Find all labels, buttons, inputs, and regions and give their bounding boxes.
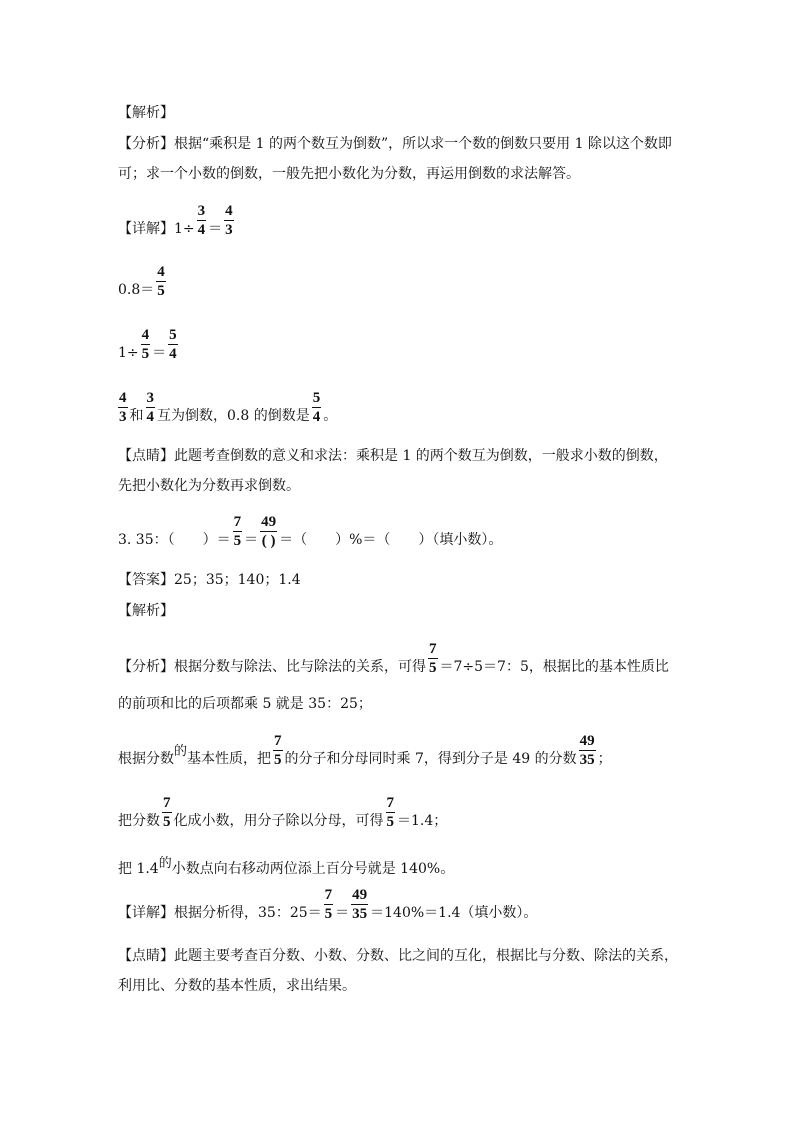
analysis-header: 【解析】 <box>118 105 174 121</box>
numerator: 4 <box>157 264 165 280</box>
text: 的 <box>174 744 188 759</box>
fenxi-line-2: 的前项和比的后项都乘 5 就是 35：25； <box>118 696 372 712</box>
denominator: 35 <box>579 752 595 768</box>
numerator: 49 <box>579 733 595 749</box>
analysis-header-2: 【解析】 <box>118 603 174 619</box>
detail-q3 <box>118 886 537 923</box>
question-3 <box>118 513 502 550</box>
fenxi-line-4 <box>118 794 447 831</box>
denominator: 5 <box>429 660 437 676</box>
denominator: 5 <box>157 283 165 299</box>
fraction <box>312 389 322 426</box>
fraction <box>260 513 277 550</box>
text: 1÷ <box>118 345 139 361</box>
fraction <box>118 389 128 426</box>
denominator: 35 <box>352 906 368 922</box>
denominator: 3 <box>119 409 127 425</box>
denominator: 5 <box>274 752 282 768</box>
text: 的分子和分母同时乘 7，得到分子是 49 的分数 <box>284 751 577 767</box>
denominator: 4 <box>146 409 154 425</box>
fraction <box>141 326 151 363</box>
denominator: 5 <box>233 533 242 549</box>
denominator: 5 <box>324 906 333 922</box>
fraction <box>197 202 207 239</box>
text: ＝140%＝1.4（填小数）。 <box>370 905 538 921</box>
text: 和 <box>129 408 144 424</box>
fraction <box>273 732 283 769</box>
fraction <box>579 732 596 769</box>
answer: 【答案】25；35；140；1.4 <box>118 572 301 588</box>
equals: ＝ <box>335 905 350 921</box>
fraction <box>324 886 334 923</box>
numerator: 4 <box>141 327 150 343</box>
dianjing-q3-1: 【点睛】此题主要考查百分数、小数、分数、比之间的互化，根据比与分数、除法的关系， <box>118 948 678 964</box>
fraction <box>146 389 156 426</box>
fraction <box>428 640 438 677</box>
text: 根据分数 <box>118 751 174 767</box>
detail-line-1 <box>118 202 236 239</box>
detail-line-4 <box>118 389 337 426</box>
text: 把分数 <box>118 813 160 829</box>
numerator: 3 <box>197 203 206 219</box>
text: 把 1.4 <box>118 861 159 877</box>
fraction <box>168 326 178 363</box>
denominator: 4 <box>197 222 206 238</box>
numerator: 7 <box>429 641 437 657</box>
numerator: 3 <box>146 390 154 406</box>
numerator: 5 <box>169 327 177 343</box>
numerator: 7 <box>233 514 242 530</box>
detail-line-2 <box>118 263 168 300</box>
text: 化成小数，用分子除以分母，可得 <box>173 813 384 829</box>
equals: ＝ <box>244 532 259 548</box>
denominator: 5 <box>163 814 171 830</box>
text: 【详解】根据分析得，35：25＝ <box>118 905 322 921</box>
numerator: 7 <box>386 795 394 811</box>
denominator: 4 <box>169 346 177 362</box>
numerator: 7 <box>324 887 333 903</box>
denominator: 4 <box>312 409 321 425</box>
fenxi-line-3 <box>118 732 612 769</box>
fraction <box>162 794 172 831</box>
numerator: 7 <box>274 733 282 749</box>
numerator: 49 <box>352 887 368 903</box>
equals: ＝ <box>208 221 223 237</box>
fenxi-line-5 <box>118 854 454 879</box>
fraction <box>386 794 396 831</box>
detail-prefix: 【详解】1÷ <box>118 221 195 237</box>
dianjing-2: 先把小数化为分数再求倒数。 <box>118 478 300 494</box>
text: ＝7÷5＝7：5，根据比的基本性质比 <box>439 659 669 675</box>
text: 3. 35：（ ）＝ <box>118 532 231 548</box>
fraction <box>233 513 243 550</box>
numerator: 4 <box>225 203 233 219</box>
detail-line-3 <box>118 326 180 363</box>
text: 。 <box>323 408 338 424</box>
text: 基本性质，把 <box>187 751 272 767</box>
text: 的 <box>158 856 172 871</box>
fraction <box>156 263 166 300</box>
fenxi-line-1 <box>118 640 669 677</box>
denominator: ( ) <box>261 533 276 549</box>
denominator: 5 <box>386 814 394 830</box>
text: 【分析】根据分数与除法、比与除法的关系，可得 <box>118 659 426 675</box>
numerator: 5 <box>312 390 321 406</box>
fraction <box>351 886 368 923</box>
text: 0.8＝ <box>118 282 155 298</box>
denominator: 5 <box>141 346 150 362</box>
analysis-text-2: 可；求一个小数的倒数，一般先把小数化为分数，再运用倒数的求法解答。 <box>118 166 580 182</box>
text: ＝1.4； <box>397 813 448 829</box>
dianjing-1: 【点睛】此题考查倒数的意义和求法：乘积是 1 的两个数互为倒数，一般求小数的倒数， <box>118 448 668 464</box>
dianjing-q3-2: 利用比、分数的基本性质，求出结果。 <box>118 978 356 994</box>
text: ＝（ ）%＝（ ）（填小数）。 <box>279 532 503 548</box>
analysis-text-1: 【分析】根据“乘积是 1 的两个数互为倒数”，所以求一个数的倒数只要用 1 除以这个数即 <box>118 136 672 152</box>
text: 互为倒数，0.8 的倒数是 <box>157 408 310 424</box>
denominator: 3 <box>225 222 233 238</box>
equals: ＝ <box>152 345 167 361</box>
numerator: 7 <box>163 795 171 811</box>
numerator: 4 <box>119 390 127 406</box>
fraction <box>224 202 234 239</box>
text: 小数点向右移动两位添上百分号就是 140%。 <box>171 861 455 877</box>
text: ； <box>597 751 612 767</box>
numerator: 49 <box>261 514 277 530</box>
